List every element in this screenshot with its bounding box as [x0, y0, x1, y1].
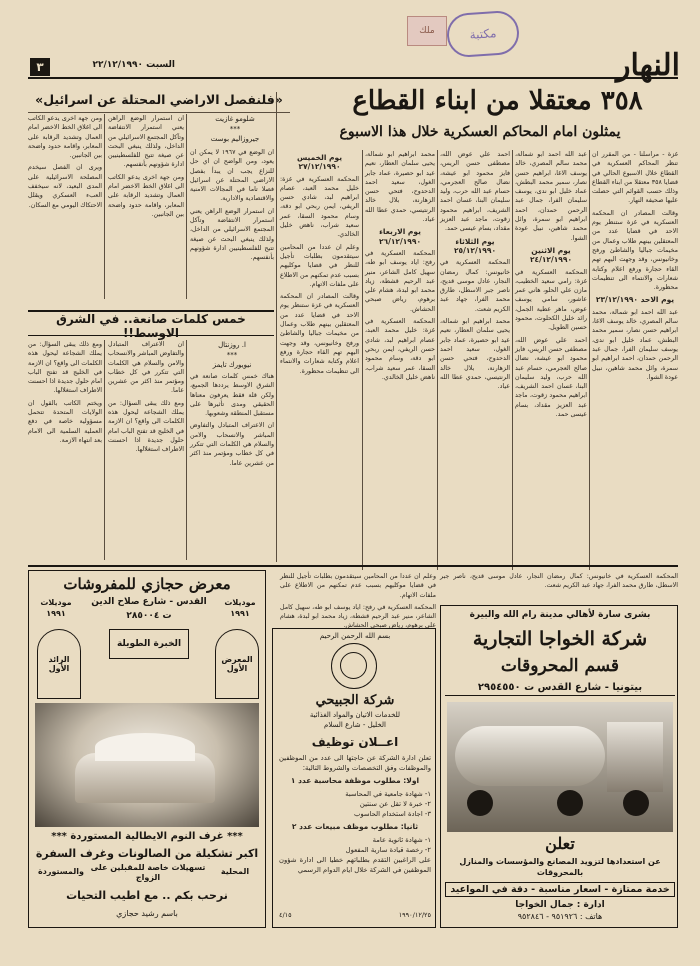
bedroom-photo — [35, 703, 259, 827]
badge-pioneer: الرائد الأول — [37, 629, 81, 699]
short-notices: وعلم ان عددا من المحامين سيتقدمون بطلبات تأجيل للنظر في قضايا موكليهم بسبب عدم تمكنهم من الاطلاع على ملفات الاتهام. المحكمة العسكرية في رفح: اياد يوسف ابو طه، سهيل كامل الشاعر، منير عبد الرحيم قشطة، زياد محمد ابو لبدة، هشام علي برهوم، رياض صبحي الحشاش. — [280, 573, 436, 630]
ad-khawaja-footer1: خدمة ممتازة - اسعار مناسبة - دقة في المواعيد — [445, 882, 675, 897]
main-headline: ٣٥٨ معتقلا من ابناء القطاع — [352, 86, 643, 116]
main-story-col5: يوم الخميس ٢٧/١٢/١٩٩٠ المحكمة العسكرية في غزة: خليل محمد العبد، عصام ابراهيم لبد، شادي حسن الريفي، ايمن ربحي ابو دقة، وسام محمود السقا، عمر سعيد شراب، ناهض خليل الخالدي. وعلم ان عددا من المحامين سيتقدمون بطلبات تأجيل للنظر في قضايا موكليهم بسبب عدم تمكنهم من الاطلاع على ملفات الاتهام. وقالت المصادر ان المحكمة العسكرية في غزة ستنظر يوم الاحد في قضايا عدد من المعتقلين بينهم طلاب وعمال من مخيمات جباليا والشاطئ ورفح وخانيونس، وقد وجهت اليهم تهم القاء حجارة ورفع اعلام وكتابة شعارات والانتماء الى تنظيمات محظورة. — [280, 153, 359, 375]
left-story-byline: شلومو غازيت *** جيروزاليم بوست — [210, 115, 260, 143]
ad-khawaja-small2: عن استعدادها لتزويد المصانع والمؤسسات والمنازل بالمحروقات — [459, 857, 661, 877]
main-story-col3: احمد علي عوض الله، مصطفى حسن الريس، فايز محمود ابو عيشة، نضال صالح العجرمي، حسام عبد الله حرب، وليد سليمان البنا، غسان احمد الشريف، ابراهيم محمود زقوت، ماجد عبد العزيز مقداد، بسام عيسى حمد. يوم الثلاثاء ٢٥/١٢/١٩٩٠ المحكمة العسكرية في خانيونس: كمال رمضان النجار، عادل موسى قديح، ناصر جبر الاسطل، طارق محمد الفرا، جهاد عبد الكريم شعت. محمد ابراهيم ابو شمالة، يحيى سلمان العطار، نعيم عيد ابو حصيرة، عماد جابر الغول، سعيد احمد الدحدوح، فتحي حسن الزهارنة، بلال خالد الرنتيسي، حمدي عطا الله عياد. — [440, 151, 510, 391]
company-logo-icon — [331, 643, 377, 689]
issue-date: السبت ٢٢/١٢/١٩٩٠ — [92, 60, 175, 70]
ad-furniture-line4: نرحب بكم .. مع اطيب التحيات — [66, 889, 228, 902]
ad-jabari-title: شركة الجبيحي — [315, 693, 395, 708]
ad-jabari-code: ١٩٩٠/١٢/٢٥ — [398, 911, 431, 919]
mideast-col2: ان الاعتراف المتبادل والتفاوض المباشر والانسحاب والامن والسلام هي الكلمات التي تتكرر في كل خطاب ومؤتمر منذ اكثر من عشرين عاما. ومع ذلك يبقى السؤال: من يملك الشجاعة ليحول هذه الكلمات الى واقع؟ ان الازمة في الخليج قد تفتح الباب امام حلول جديدة اذا احسنت الاطراف استغلالها. — [108, 341, 184, 454]
ad-furniture-line3: تسهيلات خاصة للمقبلين على الزواج — [90, 863, 206, 882]
page-number: ٣ — [30, 58, 50, 76]
library-stamp — [446, 10, 521, 59]
mideast-col1: هناك خمس كلمات صانعة في الشرق الاوسط يرددها الجميع، ولكن قلة فقط يعرفون معناها الحقيقي ومدى تأثيرها على مستقبل المنطقة وشعوبها. ان الاعتراف المتبادل والتفاوض المباشر والانسحاب والامن والسلام هي الكلمات التي تتكرر في كل خطاب ومؤتمر منذ اكثر من عشرين عاما. — [190, 373, 274, 467]
left-story-col3: ومن جهة اخرى يدعو الكاتب الى اغلاق الخط الاخضر امام العمال وتشديد الرقابة على المعابر، واقامة حدود واضحة بين الجانبين. ويرى ان الفصل سيخدم المصلحة الاسرائيلية على المدى البعيد، لانه سيخفف العبء العسكري ويقلل الاحتكاك اليومي مع السكان. — [28, 115, 102, 209]
ad-furniture-phone: ت ٢٨٥٠٠٤ — [126, 611, 172, 621]
ad-jabari-code2: ٤/١٥ — [279, 911, 292, 919]
ad-furniture-models: موديلات ١٩٩١ — [224, 598, 256, 618]
ad-jabari-subtitle: للخدمات الاتيان والمواد الغذائية — [309, 711, 401, 719]
ad-furniture-line2: اكبر تشكيلة من الصالونات وغرف السفرة — [35, 847, 259, 860]
stamp-text: مكتبة — [469, 26, 497, 42]
main-story-col1: غزة - مراسلنا - من المقرر ان تنظر المحاكم العسكرية في القطاع خلال الاسبوع الحالي في قضايا ٣٥٨ معتقلا من ابناء القطاع وذلك حسب القوائم التي حصلت عليها صحيفة النهار. وقالت المصادر ان المحكمة العسكرية في غزة ستنظر يوم الاحد في قضايا عدد من المعتقلين بينهم طلاب وعمال من مخيمات جباليا والشاطئ ورفح وخانيونس، وقد وجهت اليهم تهم القاء حجارة ورفع اعلام وكتابة شعارات والانتماء الى تنظيمات محظورة. يوم الاحد ٢٣/١٢/١٩٩٠ عبد الله احمد ابو شمالة، محمد سالم المصري، خالد يوسف الاغا، ابراهيم حسن نصار، سمير محمد البطش، عماد خليل ابو ندى، يوسف سليمان الفرا، جمال عبد الرحمن حمدان، احمد ابراهيم ابو سمرة، وائل محمد شاهين، نبيل عودة الشوا. — [592, 151, 678, 381]
ad-furniture-title: معرض حجازي للمفروشات — [63, 575, 231, 593]
ad-khawaja-subtitle: قسم المحروقات — [500, 656, 620, 676]
ad-khawaja — [440, 605, 678, 928]
ad-furniture-imported: والمستوردة — [38, 867, 84, 876]
ad-jabari-section: اعــلان توظيف — [311, 735, 399, 749]
ad-khawaja-phone: هاتف : ٩٥١٩٢٦ - ٩٥٢٨٤٦ — [517, 912, 603, 921]
library-stamp-tag — [407, 16, 447, 46]
mideast-headline: خمس كلمات صانعة.. في الشرق الاوسط!! — [56, 312, 246, 340]
main-story-col2: عبد الله احمد ابو شمالة، محمد سالم المصري، خالد يوسف الاغا، ابراهيم حسن نصار، سمير محمد البطش، عماد خليل ابو ندى، يوسف سليمان الفرا، جمال عبد الرحمن حمدان، احمد ابراهيم ابو سمرة، وائل محمد شاهين، نبيل عودة الشوا. يوم الاثنين ٢٤/١٢/١٩٩٠ المحكمة العسكرية في غزة: رامي سعيد الخطيب، مازن علي الحلو، هاني عمر عاشور، سامي يوسف عوض، ماهر عطية الجمل، رائد خليل الكحلوت، محمود حسين الطويل. احمد علي عوض الله، مصطفى حسن الريس، فايز محمود ابو عيشة، نضال صالح العجرمي، حسام عبد الله حرب، وليد سليمان البنا، غسان احمد الشريف، ابراهيم محمود زقوت، ماجد عبد العزيز مقداد، بسام عيسى حمد. — [515, 151, 587, 419]
stamp-tag-text: ملك — [419, 26, 435, 36]
mideast-col3: ومع ذلك يبقى السؤال: من يملك الشجاعة ليحول هذه الكلمات الى واقع؟ ان الازمة في الخليج قد تفتح الباب امام حلول جديدة اذا احسنت الاطراف استغلالها. ويختم الكاتب بالقول ان الولايات المتحدة تتحمل مسؤولية خاصة في دفع العملية السلمية الى الامام بعد انتهاء الازمة. — [28, 341, 102, 444]
ad-khawaja-header: بشرى سارة لأهالي مدينة رام الله والبيرة — [469, 610, 651, 620]
ad-jabari-basmala: بسم الله الرحمن الرحيم — [319, 632, 391, 640]
fuel-truck-photo — [447, 702, 673, 832]
ad-jabari-body: تعلن ادارة الشركة عن حاجتها الى عدد من الموظفين والموظفات وفق التخصصات والشروط التالية: اولا: مطلوب موظفة محاسبة عدد ١ ١- شهادة جامعية في المحاسبة ٢- خبرة لا تقل عن سنتين ٣- اجادة استخدام الحاسوب ثانيا: مطلوب موظف مبيعات عدد ٢ ١- شهادة ثانوية عامة ٢- رخصة قيادة سارية المفعول على الراغبين التقدم بطلباتهم خطيا الى ادارة شؤون الموظفين في الشركة خلال ايام الدوام الرسمي — [279, 754, 431, 874]
ad-khawaja-title: شركة الخواجا التجارية — [472, 628, 648, 650]
main-subheadline: يمثلون امام المحاكم العسكرية خلال هذا الاسبوع — [339, 124, 621, 140]
left-story-col2: ان استمرار الوضع الراهن يعني استمرار الانتفاضة وتآكل المجتمع الاسرائيلي من الداخل، ولذلك ينبغي البحث عن صيغة تتيح للفلسطينيين ادارة شؤونهم بأنفسهم. ومن جهة اخرى يدعو الكاتب الى اغلاق الخط الاخضر امام العمال وتشديد الرقابة على المعابر، واقامة حدود واضحة بين الجانبين. — [108, 115, 184, 218]
header-rule — [28, 77, 678, 79]
ad-furniture-signature: باسم رشيد حجازي — [116, 909, 178, 918]
ad-furniture-address: القدس - شارع صلاح الدين — [91, 597, 207, 607]
ad-khawaja-small1: تعلن — [545, 834, 575, 853]
badge-first-exhibit: المعرض الأول — [215, 629, 259, 699]
masthead: النهار — [616, 48, 680, 83]
mideast-byline: ا. روزنتال *** نيويورك تايمز — [212, 341, 252, 369]
ad-jabari-city: الخليل - شارع السلام — [324, 721, 386, 729]
left-story-col1: ان الوضع في ١٩٦٧ لا يمكن ان يعود، ومن الواضح ان اي حل للنزاع يجب ان يبدأ بفصل الاراضي المحتلة عن اسرائيل فصلا تاما في المجالات الامنية والاقتصادية والادارية. ان استمرار الوضع الراهن يعني استمرار الانتفاضة وتآكل المجتمع الاسرائيلي من الداخل، ولذلك ينبغي البحث عن صيغة تتيح للفلسطينيين ادارة شؤونهم بأنفسهم. — [190, 149, 274, 262]
main-story-col4: محمد ابراهيم ابو شمالة، يحيى سلمان العطار، نعيم عيد ابو حصيرة، عماد جابر الغول، سعيد احمد الدحدوح، فتحي حسن الزهارنة، بلال خالد الرنتيسي، حمدي عطا الله عياد. يوم الاربعاء ٢٦/١٢/١٩٩٠ المحكمة العسكرية في رفح: اياد يوسف ابو طه، سهيل كامل الشاعر، منير عبد الرحيم قشطة، زياد محمد ابو لبدة، هشام علي برهوم، رياض صبحي الحشاش. المحكمة العسكرية في غزة: خليل محمد العبد، عصام ابراهيم لبد، شادي حسن الريفي، ايمن ربحي ابو دقة، وسام محمود السقا، عمر سعيد شراب، ناهض خليل الخالدي. — [365, 151, 435, 381]
ad-furniture-line1: *** غرف النوم الايطالية المستوردة *** — [51, 831, 243, 842]
main-story-continued: المحكمة العسكرية في خانيونس: كمال رمضان النجار، عادل موسى قديح، ناصر جبر الاسطل، طارق محمد الفرا، جهاد عبد الكريم شعت. — [440, 573, 678, 590]
ad-khawaja-footer2: ادارة : جمال الخواجا — [515, 900, 605, 910]
ad-khawaja-address: بيتونيا - شارع القدس ت ٢٩٥٤٥٥٠ — [445, 682, 675, 696]
ad-furniture-models-left: موديلات ١٩٩١ — [40, 598, 72, 618]
badge-experience: الخبرة الطويلة — [109, 629, 189, 659]
ad-furniture-local: المحلية — [220, 867, 250, 876]
ad-furniture — [28, 570, 266, 928]
ad-jabari — [272, 628, 436, 928]
left-story-headline: «فلنفصل الاراضي المحتلة عن اسرائيل» — [35, 92, 283, 107]
